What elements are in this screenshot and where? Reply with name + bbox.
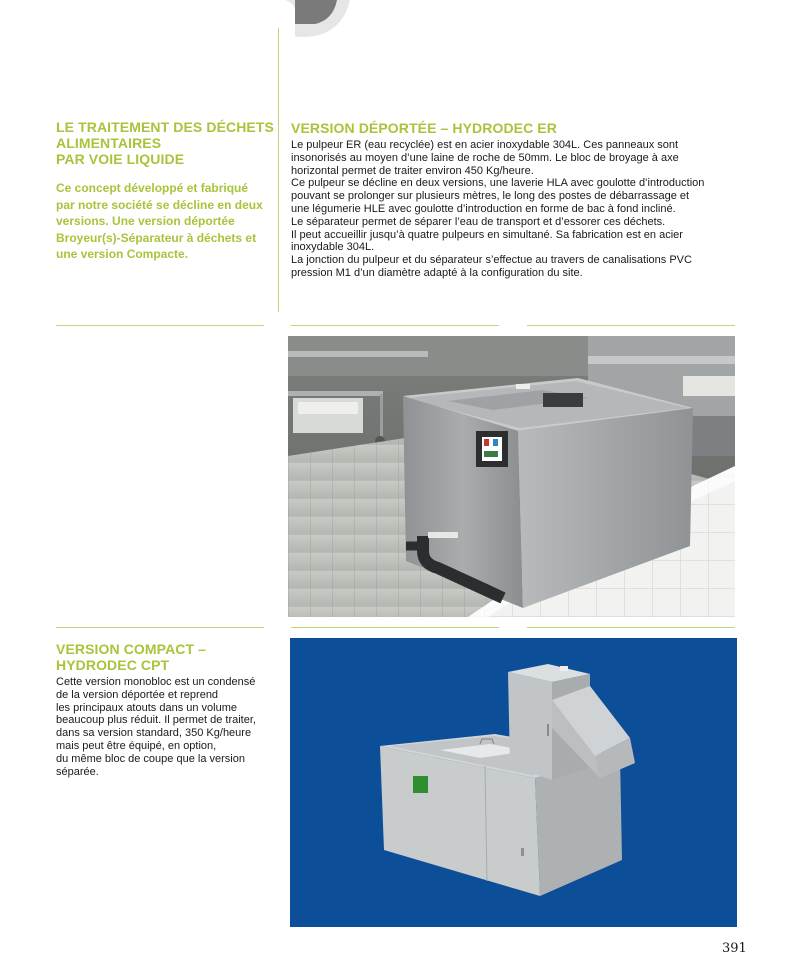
deportee-line: pression M1 d’un diamètre adapté à la configuration du site. — [291, 266, 583, 279]
compact-line: beaucoup plus réduit. Il permet de traiter, — [56, 714, 256, 727]
intro-title-line: LE TRAITEMENT DES DÉCHETS — [56, 119, 274, 135]
deportee-title: VERSION DÉPORTÉE – HYDRODEC ER — [291, 120, 557, 136]
deportee-line: horizontal permet de traiter environ 450 Kg/heure. — [291, 164, 534, 177]
compact-title-line: VERSION COMPACT – — [56, 641, 207, 657]
page-number: 391 — [722, 941, 747, 956]
deportee-line: inoxydable 304L. — [291, 241, 375, 254]
compact-line: dans sa version standard, 350 Kg/heure — [56, 727, 252, 740]
compact-title — [56, 641, 276, 673]
deportee-line: une légumerie HLE avec goulotte d’introduction en forme de bac à fond incliné. — [291, 202, 676, 215]
section-rule — [56, 627, 264, 628]
top-tab-decoration — [285, 0, 355, 40]
intro-lead-line: Broyeur(s)-Séparateur à déchets et — [56, 230, 257, 245]
intro-lead-line: versions. Une version déportée — [56, 214, 235, 228]
deportee-line: Ce pulpeur se décline en deux versions, une laverie HLA avec goulotte d’introduction — [291, 177, 705, 190]
compact-title-line: HYDRODEC CPT — [56, 657, 170, 673]
section-rule — [291, 627, 499, 628]
intro-title-line: ALIMENTAIRES — [56, 135, 162, 151]
compact-line: mais peut être équipé, en option, — [56, 739, 217, 752]
deportee-body — [291, 139, 761, 280]
compact-line: séparée. — [56, 765, 99, 778]
deportee-line: Le pulpeur ER (eau recyclée) est en acier inoxydable 304L. Ces panneaux sont — [291, 139, 679, 151]
compact-line: de la version déportée et reprend — [56, 688, 219, 701]
intro-lead-line: Ce concept développé et fabriqué — [56, 181, 249, 195]
section-rule — [291, 325, 499, 326]
section-rule — [527, 325, 735, 326]
intro-lead — [56, 180, 276, 263]
compact-render — [290, 638, 737, 927]
deportee-line: Il peut accueillir jusqu’à quatre pulpeurs en simultané. Sa fabrication est en acier — [291, 228, 683, 241]
intro-lead-line: par notre société se décline en deux — [56, 197, 263, 212]
compact-body — [56, 676, 281, 778]
intro-lead-line: une version Compacte. — [56, 247, 189, 261]
deportee-line: Le séparateur permet de séparer l’eau de transport et d’essorer ces déchets. — [291, 215, 666, 228]
intro-title-line: PAR VOIE LIQUIDE — [56, 151, 185, 167]
compact-line: les principaux atouts dans un volume — [56, 701, 237, 714]
deportee-line: La jonction du pulpeur et du séparateur s’effectue au travers de canalisations PVC — [291, 254, 692, 267]
compact-line: Cette version monobloc est un condensé — [56, 676, 256, 688]
section-rule — [527, 627, 735, 628]
pulper-photo — [288, 336, 735, 617]
compact-line: du même bloc de coupe que la version — [56, 752, 245, 765]
deportee-line: insonorisés au moyen d’une laine de roche de 50mm. Le bloc de broyage à axe — [291, 151, 679, 164]
column-divider — [278, 28, 279, 312]
intro-title — [56, 119, 276, 167]
section-rule — [56, 325, 264, 326]
deportee-line: pouvant se prolonger sur plusieurs mètres, le long des postes de débarrassage et — [291, 190, 690, 203]
